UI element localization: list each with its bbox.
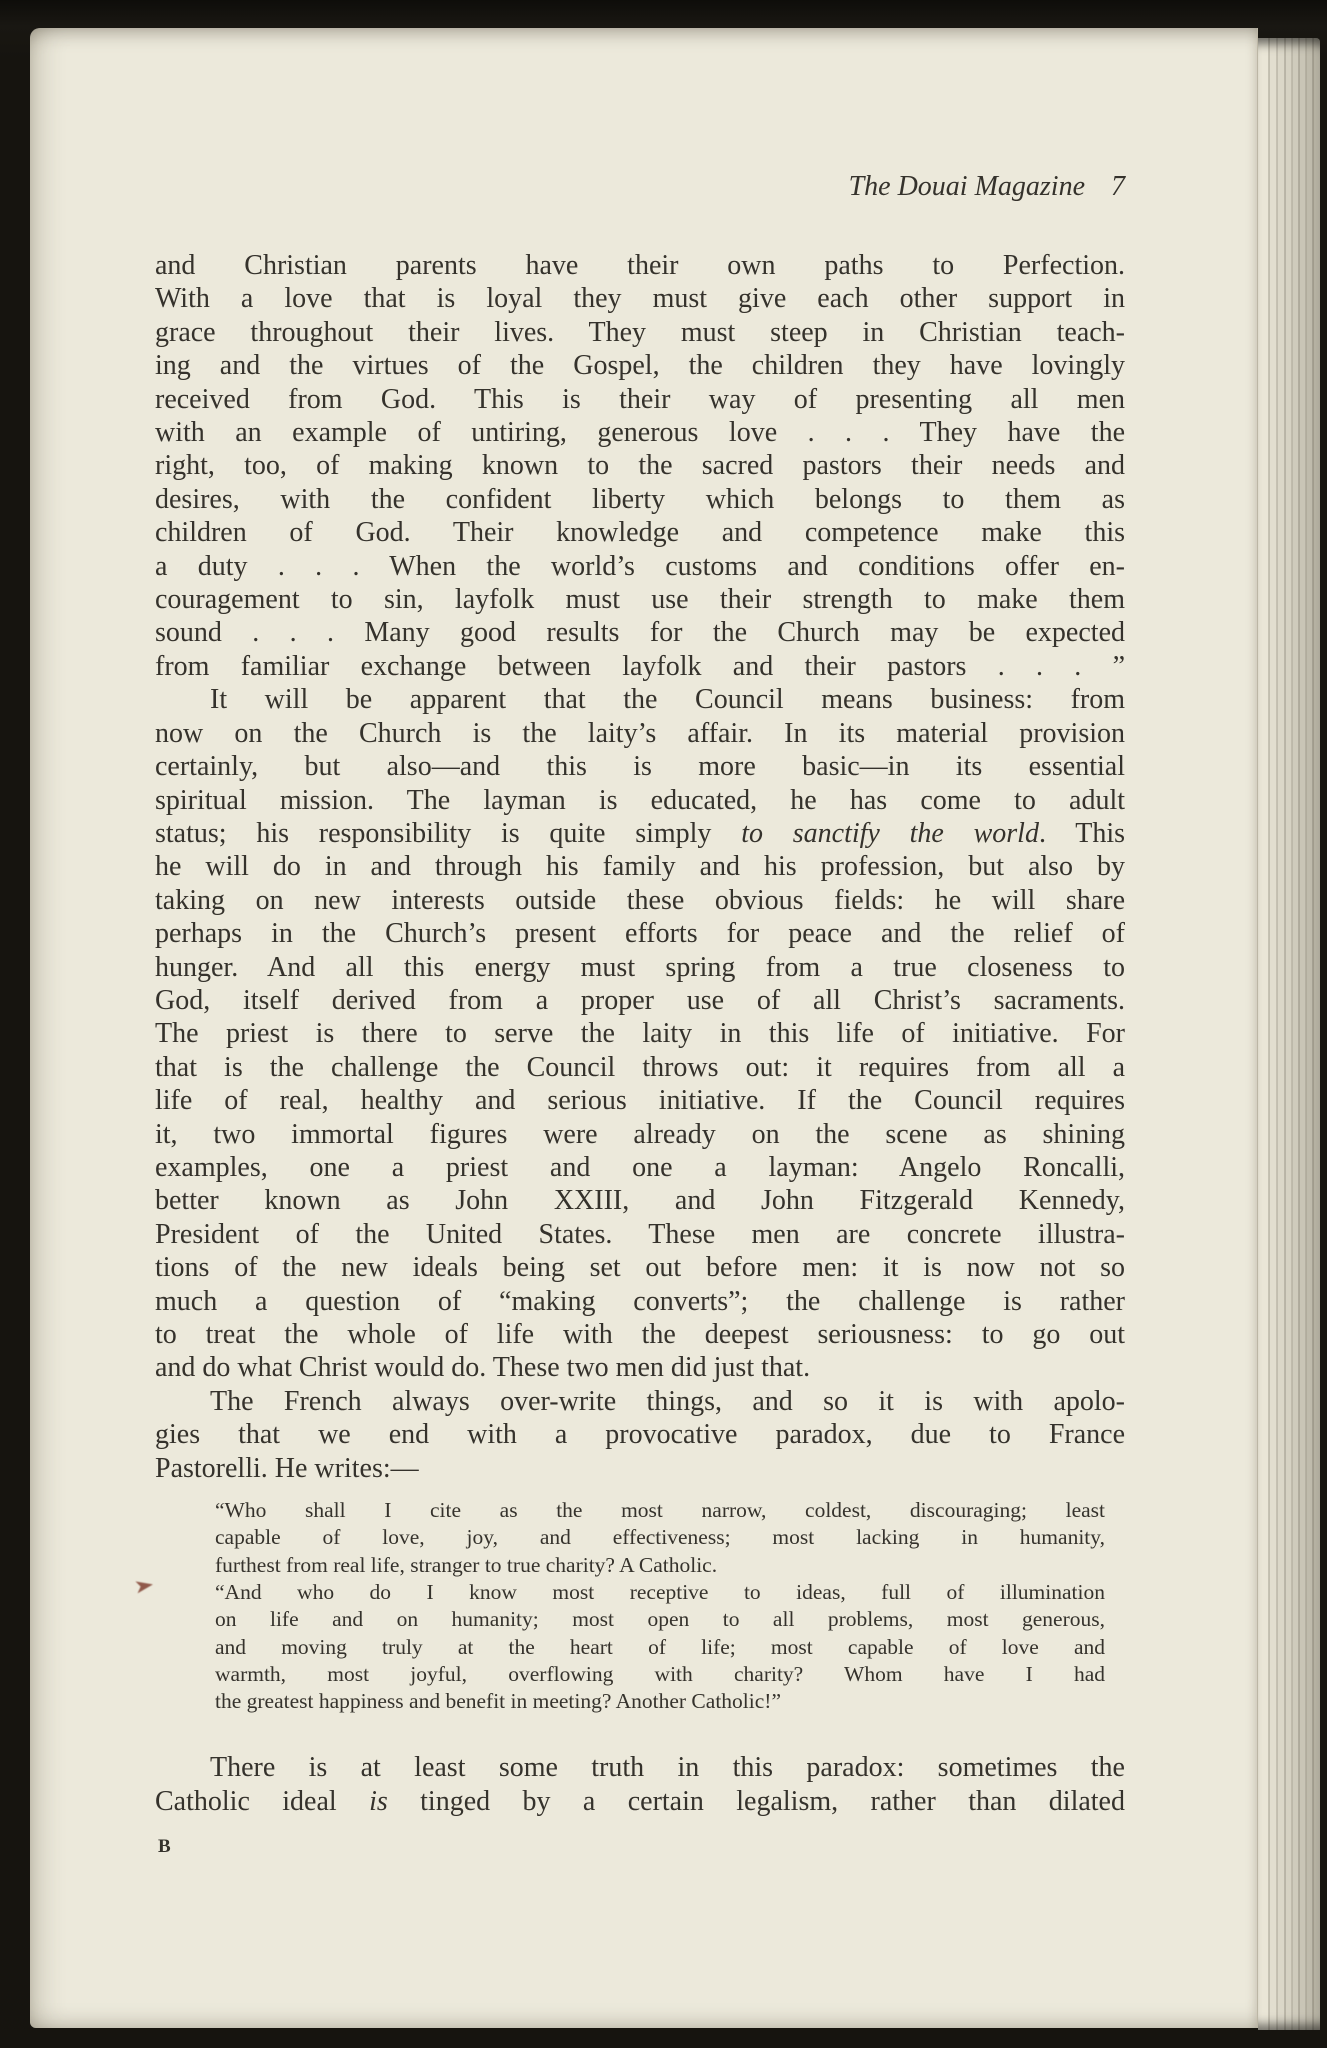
- text-line: Catholic ideal is tinged by a certain legalism, rather than dilated: [155, 1785, 1125, 1817]
- text-line: taking on new interests outside these obvious fields: he will share: [155, 884, 1125, 916]
- paragraph: [155, 249, 1125, 683]
- text-line: children of God. Their knowledge and competence make this: [155, 517, 1125, 549]
- text-line: gies that we end with a provocative paradox, due to France: [155, 1419, 1125, 1451]
- text-line: much a question of “making converts”; the challenge is rather: [155, 1285, 1125, 1317]
- text-line: the greatest happiness and benefit in meeting? Another Catholic!”: [215, 1689, 781, 1714]
- text-line: sound . . . Many good results for the Church may be expected: [155, 617, 1125, 649]
- quote-paragraph: [215, 1497, 1105, 1579]
- text-flow: [155, 249, 1125, 1818]
- text-line: status; his responsibility is quite simply to sanctify the world. This: [155, 817, 1125, 849]
- paragraph: [155, 1385, 1125, 1485]
- text-line: and moving truly at the heart of life; most capable of love and: [215, 1634, 1105, 1659]
- paragraph: [155, 1751, 1125, 1818]
- text-line: Pastorelli. He writes:—: [155, 1452, 419, 1484]
- ink-mark: ➤: [131, 1573, 157, 1599]
- text-line: tions of the new ideals being set out before men: it is now not so: [155, 1252, 1125, 1284]
- text-line: spiritual mission. The layman is educated, he has come to adult: [155, 784, 1125, 816]
- text-line: it, two immortal figures were already on the scene as shining: [155, 1118, 1125, 1150]
- text-line: The French always over-write things, and so it is with apolo-: [210, 1385, 1125, 1417]
- text-line: The priest is there to serve the laity in this life of initiative. For: [155, 1018, 1125, 1050]
- text-line: received from God. This is their way of presenting all men: [155, 383, 1125, 415]
- text-line: “Who shall I cite as the most narrow, coldest, discouraging; least: [215, 1498, 1105, 1523]
- page-header: [155, 170, 1125, 204]
- text-line: he will do in and through his family and his profession, but also by: [155, 851, 1125, 883]
- text-line: God, itself derived from a proper use of all Christ’s sacraments.: [155, 984, 1125, 1016]
- text-line: warmth, most joyful, overflowing with charity? Whom have I had: [215, 1661, 1105, 1686]
- text-line: furthest from real life, stranger to true charity? A Catholic.: [215, 1552, 718, 1577]
- quote-paragraph: [215, 1579, 1105, 1715]
- text-line: desires, with the confident liberty which belongs to them as: [155, 483, 1125, 515]
- text-line: examples, one a priest and one a layman: Angelo Roncalli,: [155, 1151, 1125, 1183]
- text-line: right, too, of making known to the sacred pastors their needs and: [155, 450, 1125, 482]
- text-line: on life and on humanity; most open to all problems, most generous,: [215, 1607, 1105, 1632]
- magazine-title: The Douai Magazine: [848, 171, 1085, 202]
- text-line: and do what Christ would do. These two men did just that.: [155, 1352, 811, 1384]
- text-line: ing and the virtues of the Gospel, the children they have lovingly: [155, 350, 1125, 382]
- text-line: with an example of untiring, generous love . . . They have the: [155, 417, 1125, 449]
- page-number: 7: [1111, 171, 1125, 202]
- text-line: life of real, healthy and serious initiative. If the Council requires: [155, 1085, 1125, 1117]
- text-line: to treat the whole of life with the deepest seriousness: to go out: [155, 1319, 1125, 1350]
- page-stack-edges: [1258, 38, 1320, 2030]
- text-line: couragement to sin, layfolk must use their strength to make them: [155, 584, 1125, 616]
- text-line: It will be apparent that the Council means business: from: [210, 684, 1125, 716]
- text-line: perhaps in the Church’s present efforts for peace and the relief of: [155, 918, 1125, 950]
- text-line: better known as John XXIII, and John Fitzgerald Kennedy,: [155, 1185, 1125, 1217]
- text-line: from familiar exchange between layfolk and their pastors . . . ”: [155, 650, 1125, 682]
- text-line: and Christian parents have their own paths to Perfection.: [155, 250, 1125, 281]
- text-line: grace throughout their lives. They must steep in Christian teach-: [155, 316, 1125, 348]
- paragraph: [155, 683, 1125, 1385]
- text-line: certainly, but also—and this is more basic—in its essential: [155, 751, 1125, 783]
- text-line: “And who do I know most receptive to ideas, full of illumination: [215, 1579, 1105, 1604]
- text-line: With a love that is loyal they must give each other support in: [155, 283, 1125, 315]
- signature-mark: B: [158, 1836, 171, 1857]
- text-line: President of the United States. These men are concrete illustra-: [155, 1218, 1125, 1250]
- book-page: [30, 28, 1258, 2028]
- text-line: hunger. And all this energy must spring from a true closeness to: [155, 951, 1125, 983]
- text-line: that is the challenge the Council throws out: it requires from all a: [155, 1051, 1125, 1083]
- text-line: a duty . . . When the world’s customs and conditions offer en-: [155, 550, 1125, 582]
- text-line: There is at least some truth in this paradox: sometimes the: [210, 1752, 1125, 1784]
- text-line: capable of love, joy, and effectiveness; most lacking in humanity,: [215, 1525, 1105, 1550]
- text-line: now on the Church is the laity’s affair. In its material provision: [155, 717, 1125, 749]
